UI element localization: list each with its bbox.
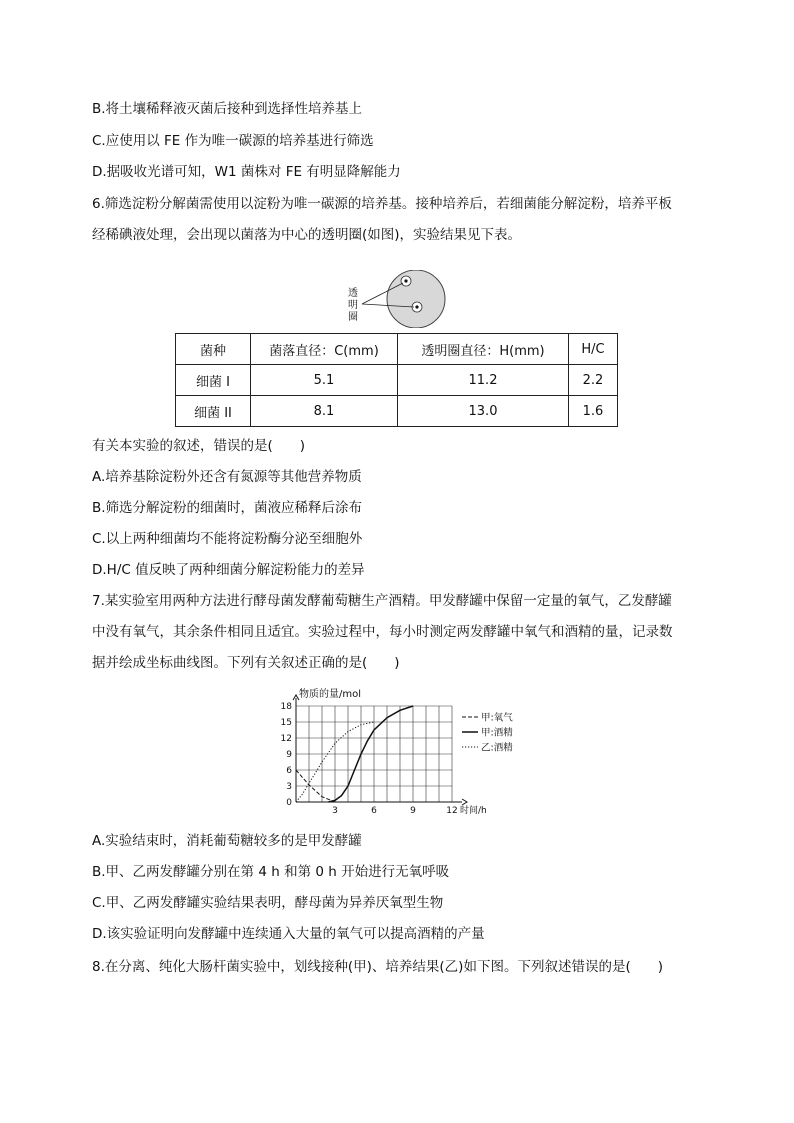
y-tick-label: 9	[286, 750, 292, 760]
table-cell: 11.2	[398, 365, 569, 396]
option-6b: B.筛选分解淀粉的细菌时，菌液应稀释后涂布	[92, 500, 363, 516]
question-7-line-3: 据并绘成坐标曲线图。下列有关叙述正确的是( )	[92, 655, 400, 671]
x-tick-label: 3	[332, 806, 338, 816]
petri-label-2: 明	[348, 300, 358, 311]
results-table	[175, 333, 618, 427]
y-tick-label: 3	[286, 782, 292, 792]
x-tick-label: 6	[371, 806, 377, 816]
option-5d: D.据吸收光谱可知，W1 菌株对 FE 有明显降解能力	[92, 164, 401, 180]
x-tick-label: 9	[410, 806, 416, 816]
question-6-prompt: 有关本实验的叙述，错误的是( )	[92, 438, 306, 454]
petri-dish-figure	[340, 270, 452, 328]
table-header: H/C	[569, 334, 618, 365]
option-7c: C.甲、乙两发酵罐实验结果表明，酵母菌为异养厌氧型生物	[92, 895, 444, 911]
table-header: 菌种	[176, 334, 251, 365]
petri-dish-drawing	[340, 270, 452, 328]
x-axis-arrow	[462, 799, 467, 805]
table-cell: 5.1	[251, 365, 398, 396]
table-cell: 13.0	[398, 396, 569, 427]
legend-label: 甲:氧气	[481, 712, 513, 724]
table-header: 透明圈直径：H(mm)	[398, 334, 569, 365]
table-header: 菌落直径：C(mm)	[251, 334, 398, 365]
legend-label: 甲:酒精	[481, 727, 513, 739]
question-8-line-1: 8.在分离、纯化大肠杆菌实验中，划线接种(甲)、培养结果(乙)如下图。下列叙述错误的是( )	[92, 959, 663, 975]
y-tick-label: 0	[286, 798, 292, 808]
y-tick-label: 18	[280, 702, 292, 712]
question-6-line-1: 6.筛选淀粉分解菌需使用以淀粉为唯一碳源的培养基。接种培养后，若细菌能分解淀粉，培养平板	[92, 196, 672, 212]
legend-label: 乙:酒精	[481, 742, 513, 754]
option-5b: B.将土壤稀释液灭菌后接种到选择性培养基上	[92, 101, 363, 117]
question-7-line-2: 中没有氧气，其余条件相同且适宜。实验过程中，每小时测定两发酵罐中氧气和酒精的量，记录数	[92, 624, 673, 640]
fermentation-chart	[276, 686, 536, 816]
y-tick-label: 15	[280, 718, 292, 728]
option-5c: C.应使用以 FE 作为唯一碳源的培养基进行筛选	[92, 133, 374, 149]
table-row	[176, 396, 618, 427]
y-tick-label: 12	[280, 734, 292, 744]
table-cell: 2.2	[569, 365, 618, 396]
option-6c: C.以上两种细菌均不能将淀粉酶分泌至细胞外	[92, 531, 363, 547]
question-6-line-2: 经稀碘液处理，会出现以菌落为中心的透明圈(如图)，实验结果见下表。	[92, 227, 522, 243]
table-cell: 1.6	[569, 396, 618, 427]
petri-label-1: 透	[348, 288, 358, 299]
option-7b: B.甲、乙两发酵罐分别在第 4 h 和第 0 h 开始进行无氧呼吸	[92, 864, 450, 880]
x-axis-label: 时间/h	[460, 806, 487, 816]
x-tick-label: 12	[446, 806, 458, 816]
option-6a: A.培养基除淀粉外还含有氮源等其他营养物质	[92, 469, 362, 485]
table-header-row	[176, 334, 618, 365]
option-7d: D.该实验证明向发酵罐中连续通入大量的氧气可以提高酒精的产量	[92, 926, 485, 942]
table-cell: 8.1	[251, 396, 398, 427]
chart-svg	[276, 686, 536, 816]
table-row	[176, 365, 618, 396]
option-6d: D.H/C 值反映了两种细菌分解淀粉能力的差异	[92, 562, 365, 578]
y-tick-label: 6	[286, 766, 292, 776]
y-axis-label: 物质的量/mol	[299, 689, 362, 700]
petri-label-3: 圈	[348, 312, 358, 323]
option-7a: A.实验结束时，消耗葡萄糖较多的是甲发酵罐	[92, 833, 362, 849]
question-7-line-1: 7.某实验室用两种方法进行酵母菌发酵葡萄糖生产酒精。甲发酵罐中保留一定量的氧气，乙发酵罐	[92, 593, 672, 609]
table-cell: 细菌 I	[176, 365, 251, 396]
table-cell: 细菌 II	[176, 396, 251, 427]
